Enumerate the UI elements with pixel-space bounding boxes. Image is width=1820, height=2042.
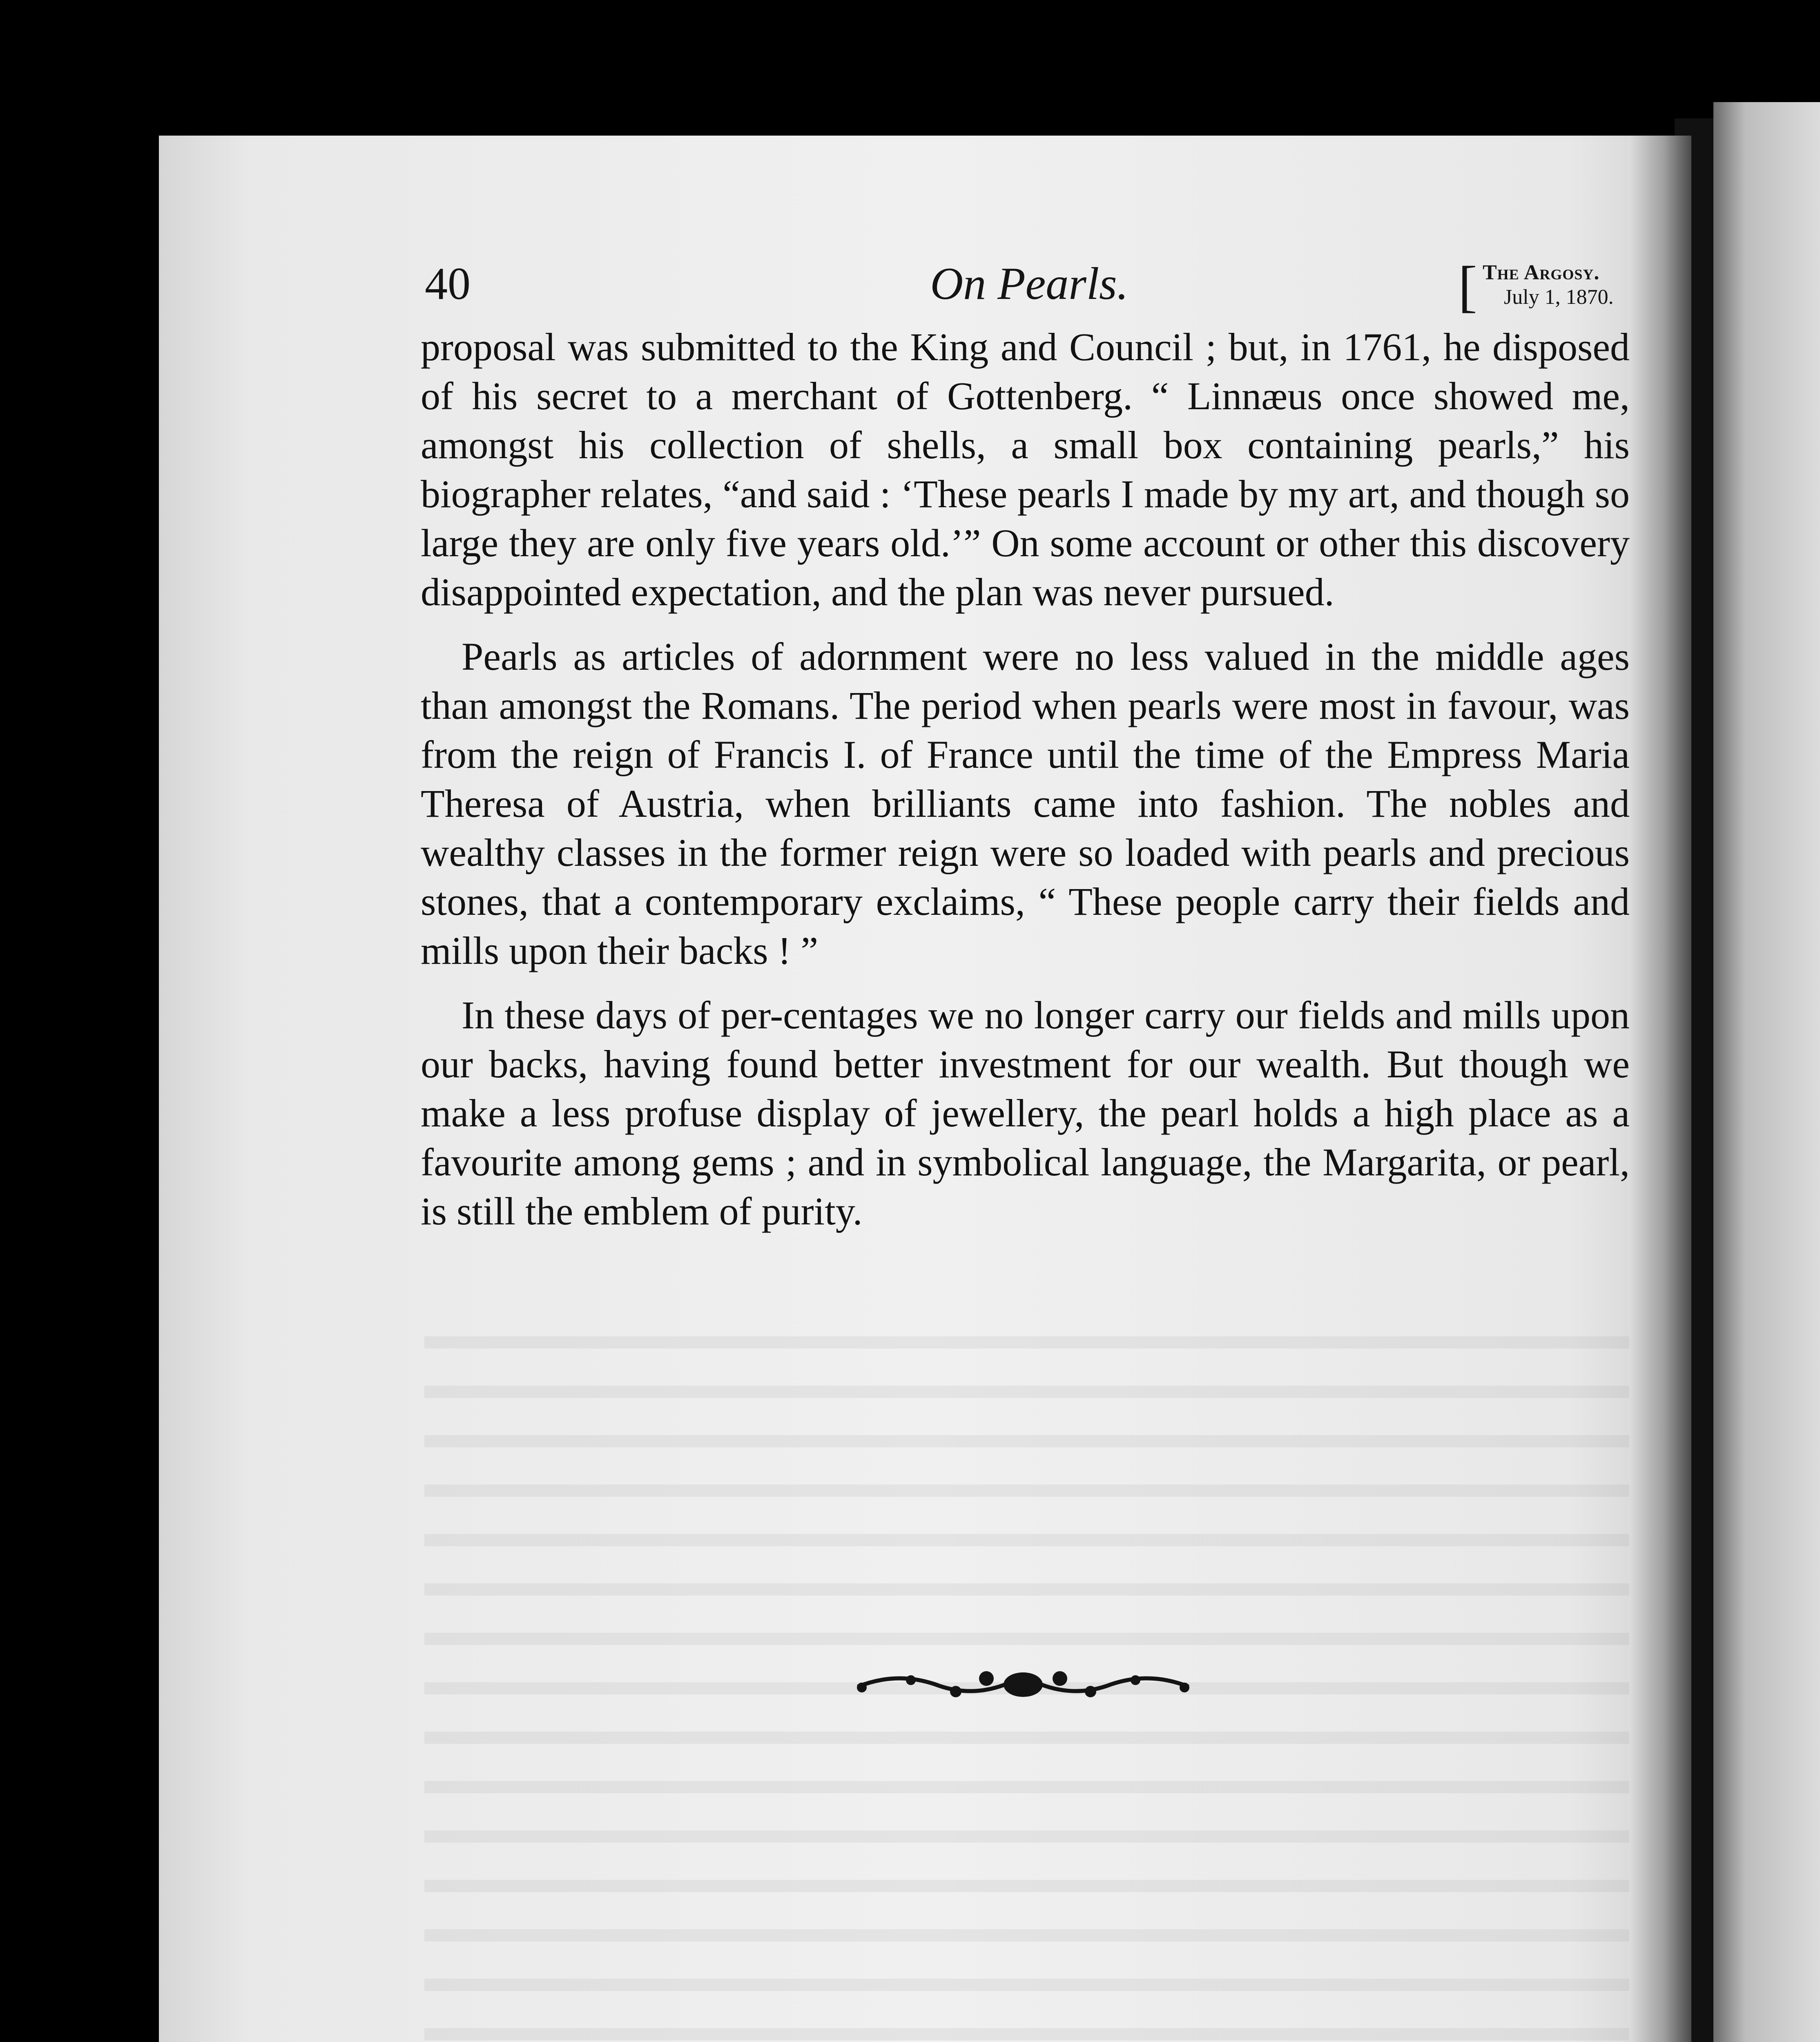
paragraph-2: Pearls as articles of adornment were no less valued in the middle ages than amongst the Romans. The period when pearls were most in favour, was from the reign of Francis I. of France until the time of the Empress Maria Theresa of Austria, when brilliants came into fashion. The nobles and wealthy classes in the former reign were so loaded with pearls and precious stones, that a contemporary exclaims, “ These people carry their fields and mills upon their backs ! ” [421,635,1630,972]
article-body [421,323,1630,1251]
page-header [425,253,1634,318]
journal-name: The Argosy. [1483,261,1600,284]
running-title: On Pearls. [930,259,1129,309]
journal-reference [1458,255,1634,318]
paragraph-3: In these days of per-centages we no longer carry our fields and mills upon our backs, having found better investment for our wealth. But though we make a less profuse display of jewellery, the pearl holds a high place as a favourite among gems ; and in symbolical language, the Margarita, or pearl, is still the emblem of purity. [421,993,1630,1233]
page-number: 40 [425,259,471,309]
adjacent-page-edge [1713,102,1820,2042]
decorative-tailpiece-icon [850,1662,1197,1707]
paragraph-1: proposal was submitted to the King and Council ; but, in 1761, he disposed of his secret to a merchant of Gottenberg. “ Linnæus once showed me, amongst his collection of shells, a small box containing pearls,” his biographer relates, “and said : ‘These pearls I made by my art, and though so large they are only five years old.’” On some account or other this discovery disappointed expectation, and the plan was never pursued. [421,325,1630,614]
journal-date: July 1, 1870. [1504,285,1614,309]
bracket-glyph: [ [1458,255,1477,318]
